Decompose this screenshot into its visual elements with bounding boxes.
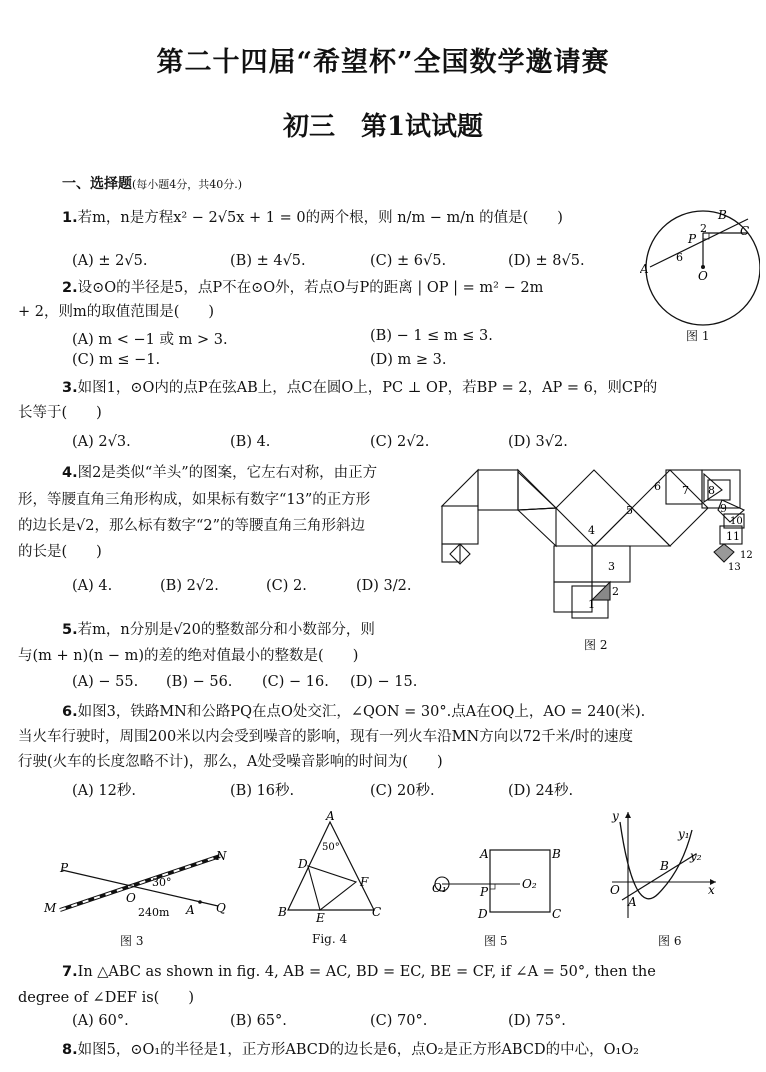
- fig1-label: O: [698, 269, 708, 283]
- fig6-label: O: [610, 883, 620, 897]
- figure-3-caption: 图 3: [120, 934, 144, 948]
- figure-4-caption: Fig. 4: [312, 932, 348, 946]
- question-text: 的边长是√2，那么标有数字“2”的等腰直角三角形斜边: [18, 518, 366, 534]
- question-number: 8.: [62, 1042, 78, 1058]
- option: (C) ± 6√5.: [370, 253, 447, 269]
- option: (B) − 56.: [166, 674, 233, 690]
- fig5-label: A: [480, 847, 489, 861]
- fig1-label: P: [688, 232, 697, 246]
- question-text: 如图3，铁路MN和公路PQ在点O处交汇，∠QON = 30°.点A在OQ上，AO = 240(米).: [77, 704, 646, 720]
- fig6-label: y₂: [690, 849, 702, 863]
- option: (B) 4.: [230, 434, 271, 450]
- figure-1-caption: 图 1: [686, 329, 710, 343]
- option: (A) 60°.: [72, 1013, 129, 1029]
- fig4-label: F: [360, 875, 369, 889]
- option: (C) − 16.: [262, 674, 329, 690]
- question-text: + 2，则m的取值范围是( ): [18, 304, 215, 320]
- fig1-label: 6: [676, 251, 683, 264]
- question-text: In △ABC as shown in fig. 4, AB = AC, BD = EC, BE = CF, if ∠A = 50°, then the: [77, 964, 656, 980]
- fig2-label: 4: [588, 524, 595, 537]
- fig6-label: y₁: [678, 827, 690, 841]
- fig6-label: y: [612, 809, 619, 823]
- option: (D) 3√2.: [508, 434, 568, 450]
- figure-5-caption: 图 5: [484, 934, 508, 948]
- fig4-label: E: [316, 911, 325, 925]
- question-text: 行驶(火车的长度忽略不计)，那么，A处受噪音影响的时间为( ): [18, 754, 443, 770]
- option: (D) − 15.: [350, 674, 418, 690]
- question-number: 3.: [62, 380, 78, 396]
- fig5-label: B: [552, 847, 561, 861]
- figure-6: [604, 808, 724, 924]
- fig6-label: x: [708, 883, 715, 897]
- fig5-label: C: [552, 907, 562, 921]
- exam-subtitle: 初三 第1试试题: [282, 112, 484, 142]
- question-number: 5.: [62, 622, 78, 638]
- option: (A) ± 2√5.: [72, 253, 148, 269]
- fig2-label: 8: [708, 484, 715, 497]
- fig2-label: 9: [720, 502, 727, 515]
- fig2-label: 10: [730, 516, 743, 527]
- question-text: 设⊙O的半径是5，点P不在⊙O外，若点O与P的距离 | OP | = m² − 2m: [77, 280, 544, 296]
- fig2-label: 3: [608, 560, 615, 573]
- question-text: 若m，n分别是√20的整数部分和小数部分，则: [77, 622, 375, 638]
- figure-3: [40, 840, 240, 920]
- question-text: 形，等腰直角三角形构成，如果标有数字“13”的正方形: [18, 492, 371, 508]
- fig5-label: D: [478, 907, 488, 921]
- q8-stem: [62, 1040, 639, 1060]
- figure-2: [438, 462, 760, 627]
- fig1-label: B: [718, 208, 727, 222]
- option: (A) 12秒.: [72, 783, 136, 799]
- q5-stem: [62, 620, 375, 640]
- question-number: 1.: [62, 210, 78, 226]
- q1-stem: [62, 208, 563, 228]
- option: (A) m < −1 或 m > 3.: [72, 332, 228, 348]
- fig3-label: P: [60, 861, 69, 875]
- question-text: 当火车行驶时，周围200米以内会受到噪音的影响，现有一列火车沿MN方向以72千米/时的速度: [18, 729, 634, 745]
- question-text: 若m，n是方程x² − 2√5x + 1 = 0的两个根，则 n/m − m/n 的值是( ): [77, 210, 563, 226]
- option: (D) m ≥ 3.: [370, 352, 447, 368]
- q2-stem: [62, 278, 543, 298]
- fig1-label: A: [640, 262, 649, 276]
- question-text: degree of ∠DEF is( ): [18, 990, 194, 1006]
- fig3-label: Q: [216, 901, 226, 915]
- question-number: 7.: [62, 964, 78, 980]
- figure-4: [276, 808, 386, 926]
- option: (A) 4.: [72, 578, 113, 594]
- question-text: 图2是类似“羊头”的图案，它左右对称，由正方: [77, 465, 378, 481]
- question-number: 2.: [62, 280, 78, 296]
- section-heading: [62, 173, 242, 193]
- section-note: (每小题4分，共40分.): [132, 178, 243, 191]
- fig4-label: B: [278, 905, 287, 919]
- fig2-label: 13: [728, 562, 741, 573]
- option: (D) ± 8√5.: [508, 253, 585, 269]
- fig3-label: 30°: [152, 876, 172, 889]
- figure-6-caption: 图 6: [658, 934, 682, 948]
- fig3-label: M: [44, 901, 57, 915]
- fig4-label: C: [372, 905, 382, 919]
- question-number: 4.: [62, 465, 78, 481]
- q4-stem: [62, 463, 377, 483]
- fig6-label: A: [628, 895, 637, 909]
- option: (D) 3/2.: [356, 578, 412, 594]
- fig2-label: 5: [626, 504, 633, 517]
- figure-5: [428, 840, 568, 924]
- fig2-label: 6: [654, 480, 661, 493]
- option: (B) 2√2.: [160, 578, 219, 594]
- fig1-label: 2: [700, 222, 707, 235]
- option: (A) 2√3.: [72, 434, 131, 450]
- fig4-label: 50°: [322, 842, 340, 853]
- q3-stem: [62, 378, 657, 398]
- fig4-label: A: [326, 809, 335, 823]
- question-number: 6.: [62, 704, 78, 720]
- fig2-label: 1: [588, 598, 595, 611]
- fig2-label: 7: [682, 484, 689, 497]
- option: (C) 20秒.: [370, 783, 435, 799]
- fig3-label: N: [216, 849, 227, 863]
- fig2-label: 12: [740, 550, 753, 561]
- fig6-label: B: [660, 859, 669, 873]
- section-title: 一、选择题: [62, 176, 132, 192]
- option: (B) ± 4√5.: [230, 253, 306, 269]
- question-text: 的长是( ): [18, 544, 102, 560]
- option: (D) 24秒.: [508, 783, 574, 799]
- q7-stem: [62, 962, 656, 982]
- question-text: 长等于( ): [18, 405, 102, 421]
- fig2-label: 11: [726, 530, 740, 543]
- option: (C) 70°.: [370, 1013, 428, 1029]
- fig2-label: 2: [612, 585, 619, 598]
- option: (D) 75°.: [508, 1013, 566, 1029]
- option: (B) 65°.: [230, 1013, 287, 1029]
- option: (C) 2√2.: [370, 434, 430, 450]
- figure-2-caption: 图 2: [584, 638, 608, 652]
- option: (A) − 55.: [72, 674, 139, 690]
- fig5-label: O₁: [432, 881, 447, 895]
- figure-1: [640, 205, 760, 345]
- fig3-label: O: [126, 891, 136, 905]
- fig3-label: A: [186, 903, 195, 917]
- fig5-label: P: [480, 885, 489, 899]
- fig4-label: D: [298, 857, 308, 871]
- option: (B) − 1 ≤ m ≤ 3.: [370, 328, 493, 344]
- exam-title: 第二十四届“希望杯”全国数学邀请赛: [156, 47, 610, 78]
- question-text: 如图5，⊙O₁的半径是1，正方形ABCD的边长是6，点O₂是正方形ABCD的中心，O₁O₂: [77, 1042, 639, 1058]
- option: (C) m ≤ −1.: [72, 352, 161, 368]
- question-text: 与(m + n)(n − m)的差的绝对值最小的整数是( ): [18, 648, 359, 664]
- fig5-label: O₂: [522, 877, 537, 891]
- option: (B) 16秒.: [230, 783, 295, 799]
- fig1-label: C: [740, 224, 750, 238]
- q6-stem: [62, 702, 645, 722]
- option: (C) 2.: [266, 578, 307, 594]
- question-text: 如图1，⊙O内的点P在弦AB上，点C在圆O上，PC ⊥ OP，若BP = 2，AP = 6，则CP的: [77, 380, 658, 396]
- fig3-label: 240m: [138, 906, 170, 919]
